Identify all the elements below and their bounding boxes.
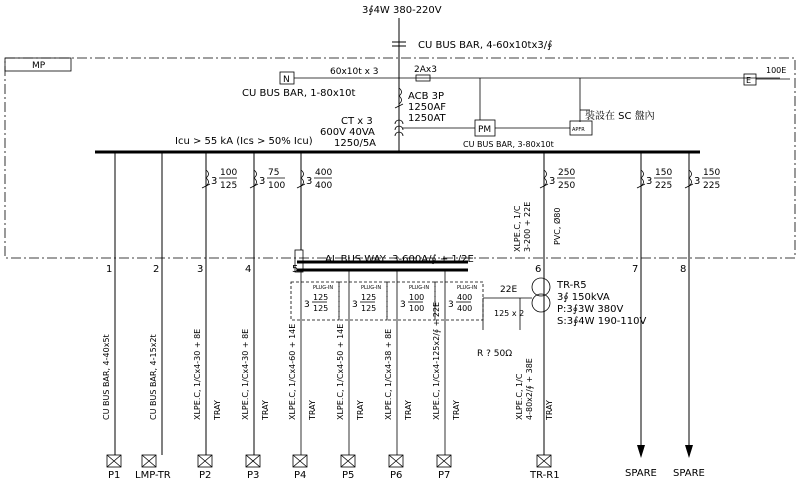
breaker-8 — [685, 168, 720, 191]
breaker-6 — [540, 168, 575, 191]
cu-bus3-label: CU BUS BAR, 3-80x10t — [463, 140, 554, 149]
svg-text:4-80x2/∮ + 38E: 4-80x2/∮ + 38E — [525, 358, 534, 420]
svg-text:150: 150 — [703, 168, 721, 178]
svg-text:75: 75 — [268, 168, 280, 178]
svg-text:400: 400 — [457, 304, 473, 313]
svg-text:PVC, Ø80: PVC, Ø80 — [553, 207, 562, 245]
cable-route: TRAY — [261, 400, 270, 420]
cable-label: XLPE.C, 1/Cx4-30 + 8E — [193, 328, 202, 420]
svg-text:SPARE: SPARE — [673, 468, 705, 479]
cable-label: CU BUS BAR, 4-40x5t — [102, 334, 111, 420]
cable-label: XLPE.C, 1/Cx4-50 + 14E — [336, 323, 345, 420]
svg-text:600V 40VA: 600V 40VA — [320, 127, 375, 138]
svg-text:3: 3 — [646, 176, 653, 187]
svg-text:100: 100 — [268, 181, 286, 191]
cable-label: CU BUS BAR, 4-15x2t — [149, 334, 158, 420]
load-p1 — [107, 455, 121, 481]
svg-text:250: 250 — [558, 168, 576, 178]
load-p4 — [293, 455, 307, 481]
svg-text:LMP-TR: LMP-TR — [135, 470, 171, 481]
svg-text:225: 225 — [655, 181, 673, 191]
circuit-number: 4 — [245, 264, 252, 275]
svg-text:XLPE.C, 1/C: XLPE.C, 1/C — [513, 205, 522, 252]
plugin-breaker — [435, 270, 483, 455]
n-size-label: 60x10t x 3 — [330, 67, 379, 77]
load-p3 — [246, 455, 260, 481]
svg-text:XLPE.C, 1/C: XLPE.C, 1/C — [515, 373, 524, 420]
load-spare — [673, 445, 705, 479]
svg-text:1250AF: 1250AF — [408, 102, 447, 113]
svg-text:P5: P5 — [342, 470, 355, 481]
svg-text:125: 125 — [361, 293, 377, 302]
svg-text:125 x 2: 125 x 2 — [494, 309, 525, 318]
load-tr-r1 — [529, 455, 560, 481]
svg-text:100: 100 — [409, 293, 425, 302]
svg-text:TR-R5: TR-R5 — [557, 280, 587, 291]
svg-text:150: 150 — [655, 168, 673, 178]
svg-text:P3: P3 — [247, 470, 260, 481]
load-p6 — [389, 455, 403, 481]
load-spare — [625, 445, 657, 479]
transformer-primary — [532, 278, 550, 296]
svg-text:125: 125 — [220, 181, 238, 191]
svg-text:3-200 + 22E: 3-200 + 22E — [523, 201, 532, 252]
circuit-number: 5 — [292, 264, 299, 275]
breaker-4 — [250, 168, 285, 191]
svg-text:P4: P4 — [294, 470, 307, 481]
svg-text:125: 125 — [361, 304, 377, 313]
svg-text:3: 3 — [694, 176, 701, 187]
svg-text:3: 3 — [211, 176, 218, 187]
main-bus-label: CU BUS BAR, 4-60x10tx3/∮ — [418, 40, 553, 51]
plugin-breaker — [291, 270, 339, 455]
circuit-number: 1 — [106, 264, 113, 275]
cable-route: TRAY — [356, 400, 365, 420]
svg-text:S:3∮4W 190-110V: S:3∮4W 190-110V — [557, 316, 647, 327]
cable-label: XLPE.C, 1/Cx4-30 + 8E — [241, 328, 250, 420]
transformer-secondary — [532, 294, 550, 312]
load-p5 — [341, 455, 355, 481]
cable-label: XLPE.C, 1/Cx4-60 + 14E — [288, 323, 297, 420]
svg-text:N: N — [283, 75, 290, 85]
svg-text:1250AT: 1250AT — [408, 113, 446, 124]
cable-route: TRAY — [452, 400, 461, 420]
cable-route: TRAY — [308, 400, 317, 420]
svg-text:PLUG-IN: PLUG-IN — [457, 285, 478, 291]
svg-text:E: E — [746, 76, 752, 85]
svg-text:PLUG-IN: PLUG-IN — [361, 285, 382, 291]
circuit-number: 8 — [680, 264, 687, 275]
load-lmp-tr — [135, 455, 171, 481]
svg-text:P6: P6 — [390, 470, 403, 481]
svg-text:P:3∮3W 380V: P:3∮3W 380V — [557, 304, 624, 315]
n-bus-label: CU BUS BAR, 1-80x10t — [242, 88, 356, 99]
svg-text:22E: 22E — [500, 285, 518, 295]
svg-text:R ? 50Ω: R ? 50Ω — [477, 349, 513, 359]
svg-text:PM: PM — [478, 125, 492, 135]
svg-text:250: 250 — [558, 181, 576, 191]
icu-label: Icu > 55 kA (Ics > 50% Icu) — [175, 136, 313, 147]
svg-text:PLUG-IN: PLUG-IN — [409, 285, 430, 291]
svg-text:125: 125 — [313, 293, 329, 302]
svg-text:1250/5A: 1250/5A — [334, 138, 377, 149]
svg-text:3: 3 — [259, 176, 266, 187]
cable-route: TRAY — [213, 400, 222, 420]
breaker-3 — [202, 168, 237, 191]
svg-text:P7: P7 — [438, 470, 451, 481]
cable-label: XLPE.C, 1/Cx4-125x2/∮ + 22E — [432, 301, 441, 420]
svg-text:225: 225 — [703, 181, 721, 191]
breaker-5 — [297, 168, 332, 191]
plugin-breaker — [339, 270, 387, 455]
svg-text:TRAY: TRAY — [545, 400, 554, 420]
fuse-label: 2Ax3 — [414, 65, 437, 75]
cable-label: XLPE.C, 1/Cx4-38 + 8E — [384, 328, 393, 420]
svg-text:P1: P1 — [108, 470, 121, 481]
supply-label: 3∮4W 380-220V — [362, 5, 442, 16]
cable-route: TRAY — [404, 400, 413, 420]
svg-text:3: 3 — [448, 300, 454, 310]
svg-text:100: 100 — [220, 168, 238, 178]
svg-text:3: 3 — [549, 176, 556, 187]
svg-text:TR-R1: TR-R1 — [530, 470, 560, 481]
breaker-7 — [637, 168, 672, 191]
circuit-number: 2 — [153, 264, 160, 275]
svg-text:ACB 3P: ACB 3P — [408, 91, 445, 102]
svg-text:3: 3 — [306, 176, 313, 187]
e-size-label: 100E — [766, 66, 787, 75]
svg-text:CT x 3: CT x 3 — [341, 116, 373, 127]
svg-text:100: 100 — [409, 304, 425, 313]
load-p7 — [437, 455, 451, 481]
svg-text:3: 3 — [352, 300, 358, 310]
svg-text:3∮ 150kVA: 3∮ 150kVA — [557, 292, 610, 303]
circuit-number: 7 — [632, 264, 639, 275]
plugin-breaker — [387, 270, 435, 455]
svg-text:PLUG-IN: PLUG-IN — [313, 285, 334, 291]
svg-text:400: 400 — [315, 181, 333, 191]
svg-text:400: 400 — [457, 293, 473, 302]
svg-text:APFR: APFR — [572, 127, 585, 133]
svg-text:400: 400 — [315, 168, 333, 178]
svg-text:SPARE: SPARE — [625, 468, 657, 479]
circuit-number: 6 — [535, 264, 542, 275]
svg-text:P2: P2 — [199, 470, 212, 481]
panel-boundary — [5, 58, 795, 258]
panel-name: MP — [32, 61, 46, 71]
circuit-number: 3 — [197, 264, 204, 275]
svg-text:3: 3 — [304, 300, 310, 310]
svg-text:3: 3 — [400, 300, 406, 310]
svg-text:125: 125 — [313, 304, 329, 313]
load-p2 — [198, 455, 212, 481]
sc-note: 裝設在 SC 盤內 — [585, 111, 655, 122]
busway-label: AL BUS WAY, 3-600A/∮ + 1/2E — [325, 254, 474, 265]
